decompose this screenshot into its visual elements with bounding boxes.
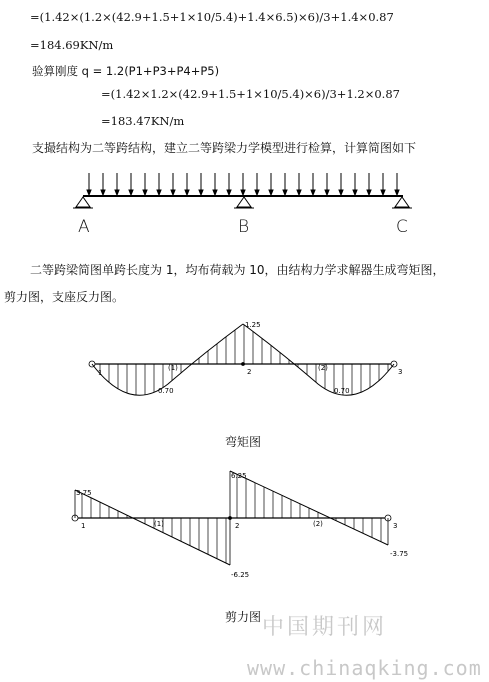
moment-node-3: 3 [398, 368, 403, 376]
support-b-label: B [238, 217, 250, 237]
formula-line-1: =(1.42×(1.2×(42.9+1.5+1×10/5.4)+1.4×6.5)×6)/3+1.4×0.87 [30, 10, 394, 24]
support-c-label: C [396, 217, 408, 237]
moment-peak-label: 1.25 [245, 321, 261, 329]
shear-label-b-right: 6.25 [231, 472, 247, 480]
support-a-label: A [78, 217, 90, 237]
shear-label-left-start: 3.75 [76, 489, 92, 497]
shear-node-3: 3 [393, 522, 398, 530]
paragraph-intro-line-2: 剪力图，支座反力图。 [4, 290, 125, 304]
formula-result-2: =183.47KN/m [101, 114, 185, 128]
shear-node-1: 1 [81, 522, 86, 530]
moment-sag-label-right: 0.70 [334, 387, 350, 395]
stiffness-check-label: 验算刚度 q = 1.2(P1+P3+P4+P5) [32, 64, 220, 78]
paragraph-structure: 支撮结构为二等跨结构，建立二等跨梁力学模型进行检算，计算简图如下 [32, 141, 417, 155]
moment-diagram-caption: 弯矩图 [225, 435, 262, 449]
moment-span-1: (1) [168, 364, 178, 372]
shear-node-2: 2 [235, 522, 240, 530]
watermark-title: 中国期刊网 [262, 615, 388, 640]
shear-span-2: (2) [313, 520, 323, 528]
formula-result-1: =184.69KN/m [30, 38, 114, 52]
formula-line-2: =(1.42×1.2×(42.9+1.5+1×10/5.4)×6)/3+1.2×0.87 [101, 87, 400, 101]
paragraph-intro-line-1: 二等跨梁简图单跨长度为 1，均布荷载为 10，由结构力学求解器生成弯矩图， [30, 263, 445, 277]
shear-label-right-end: -3.75 [390, 550, 409, 558]
moment-span-2: (2) [318, 364, 328, 372]
watermark-url: www.chinaqking.com [247, 656, 482, 680]
shear-diagram-caption: 剪力图 [225, 610, 262, 624]
moment-sag-label-left: 0.70 [158, 387, 174, 395]
shear-span-1: (1) [154, 520, 164, 528]
moment-node-2: 2 [247, 368, 252, 376]
moment-node-1: 1 [98, 369, 103, 377]
shear-label-b-left: -6.25 [231, 571, 250, 579]
